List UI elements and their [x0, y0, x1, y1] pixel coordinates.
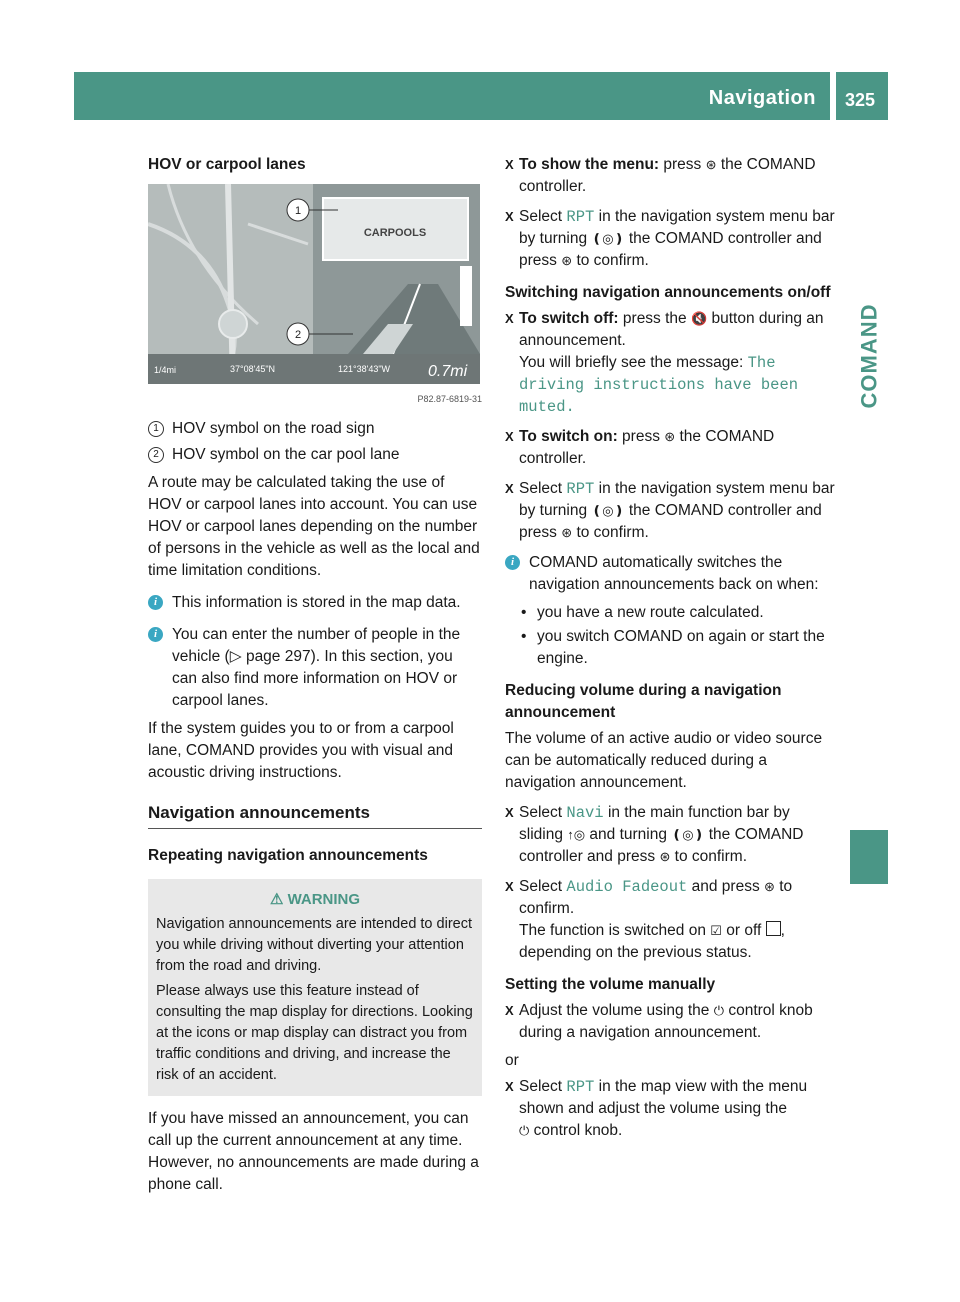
info-icon: i: [148, 627, 163, 642]
subsection-reducing-title: Reducing volume during a navigation announcement: [505, 682, 782, 721]
step-arrow-icon: X: [505, 157, 514, 172]
fig-scale: 1/4mi: [154, 365, 177, 375]
subsection-repeating-title: Repeating navigation announcements: [148, 847, 428, 864]
step-text: Select: [519, 804, 563, 821]
step-arrow-icon: X: [505, 481, 514, 496]
step-text: and turning: [589, 826, 667, 843]
muted-message: The driving instructions have been muted.: [519, 354, 799, 416]
fig-callout-2: 2: [294, 329, 302, 341]
slide-controller-icon: ↑◎: [567, 827, 586, 842]
step-text: button during an announcement.: [519, 310, 824, 349]
rpt-menu-item: RPT: [566, 480, 595, 498]
step-text: the COMAND controller.: [519, 428, 775, 467]
step-select-navi: [505, 802, 835, 868]
info-note: [148, 592, 482, 614]
right-column: [505, 154, 835, 1142]
step-text: Select: [519, 1078, 563, 1095]
step-arrow-icon: X: [505, 879, 514, 894]
info-note: [148, 624, 482, 712]
step-select-audio-fadeout: [505, 876, 835, 964]
warning-text-2: Please always use this feature instead of consulting the map display for directions. Looking at the icons or map display can distract you from traffic conditions and driving, and increase the risk of an accident.: [156, 983, 473, 1083]
info-icon: i: [505, 555, 520, 570]
fig-coord2: 121°38'43"W: [338, 364, 391, 374]
navi-menu-item: Navi: [566, 804, 604, 822]
or-text: or: [505, 1052, 519, 1069]
hov-figure-svg: [148, 184, 480, 384]
press-controller-icon: ⊛: [561, 525, 573, 540]
volume-knob-icon: ⏻: [519, 1123, 530, 1138]
step-select-rpt: [505, 206, 835, 272]
step-text: the COMAND controller.: [519, 156, 816, 195]
bullet-icon: •: [521, 628, 527, 645]
step-text: control knob.: [533, 1122, 623, 1139]
bullet-text: you switch COMAND on again or start the engine.: [537, 628, 825, 667]
side-tab: [850, 128, 888, 583]
turn-controller-icon: ❪◎❫: [591, 231, 625, 246]
legend-text: HOV symbol on the car pool lane: [172, 446, 400, 463]
step-switch-on: [505, 426, 835, 470]
press-controller-icon: ⊛: [764, 879, 775, 894]
warning-text-1: Navigation announcements are intended to direct you while driving without diverting your attention from the road and driving.: [156, 916, 472, 974]
step-label: To switch off:: [519, 310, 619, 327]
bullet-icon: •: [521, 604, 527, 621]
legend-number: 2: [148, 447, 164, 463]
warning-box: [148, 879, 482, 1096]
step-text: , depending on the previous status.: [519, 922, 785, 961]
step-switch-off: [505, 308, 835, 418]
subsection-manual-title: Setting the volume manually: [505, 976, 716, 993]
step-show-menu: [505, 154, 835, 198]
step-text: Select: [519, 878, 563, 895]
info-note: [505, 552, 835, 596]
step-text: press: [663, 156, 702, 173]
bullet-item: [505, 626, 835, 670]
step-text: to confirm.: [576, 524, 649, 541]
page-title: Navigation: [708, 87, 816, 109]
step-text: Select: [519, 480, 563, 497]
legend-list: [148, 418, 482, 466]
fig-distance: 0.7mi: [428, 363, 468, 380]
legend-item: [148, 444, 482, 466]
legend-text: HOV symbol on the road sign: [172, 420, 375, 437]
step-text: You will briefly see the message:: [519, 354, 744, 371]
section-hov-title: HOV or carpool lanes: [148, 156, 306, 173]
info-icon: i: [148, 595, 163, 610]
info-text: You can enter the number of people in the vehicle (▷ page 297). In this section, you can also find more information on HOV or carpool lanes.: [172, 626, 461, 709]
fig-callout-1: 1: [294, 205, 302, 217]
side-block: [850, 830, 888, 884]
info-text: This information is stored in the map data.: [172, 594, 461, 611]
step-text: to confirm.: [576, 252, 649, 269]
step-text: control knob during a navigation announcement.: [519, 1002, 813, 1041]
subsection-switching-title: Switching navigation announcements on/off: [505, 284, 831, 301]
step-arrow-icon: X: [505, 1079, 514, 1094]
step-text: to confirm.: [519, 878, 793, 917]
step-text: to confirm.: [674, 848, 748, 865]
audio-fadeout-item: Audio Fadeout: [566, 878, 688, 896]
step-adjust-volume: [505, 1000, 835, 1044]
step-text: the COMAND controller and press: [519, 502, 822, 541]
step-text: Select: [519, 208, 563, 225]
section-announcements-title: Navigation announcements: [148, 802, 482, 829]
step-select-rpt-2: [505, 478, 835, 544]
step-text: and press: [691, 878, 760, 895]
step-text: Adjust the volume using the: [519, 1002, 710, 1019]
step-arrow-icon: X: [505, 1003, 514, 1018]
step-text: in the navigation system menu bar by turning: [519, 480, 835, 519]
rpt-menu-item: RPT: [566, 1078, 595, 1096]
rpt-menu-item: RPT: [566, 208, 595, 226]
turn-controller-icon: ❪◎❫: [591, 503, 625, 518]
step-text: the COMAND controller and press: [519, 230, 822, 269]
step-label: To show the menu:: [519, 156, 660, 173]
side-tab-label: COMAND: [856, 303, 881, 408]
page-number: 325: [845, 90, 876, 110]
paragraph-missed: If you have missed an announcement, you can call up the current announcement at any time. However, no announcements are made during a phone call.: [148, 1110, 479, 1193]
sign-text: CARPOOLS: [363, 227, 427, 239]
paragraph-guides: If the system guides you to or from a carpool lane, COMAND provides you with visual and acoustic driving instructions.: [148, 720, 454, 781]
press-controller-icon: ⊛: [659, 849, 671, 864]
checkbox-checked-icon: ☑: [710, 923, 722, 938]
left-column: [148, 154, 482, 1196]
turn-controller-icon: ❪◎❫: [671, 827, 705, 842]
figure-id: P82.87-6819-31: [417, 394, 482, 404]
step-text: in the main function bar by sliding: [519, 804, 790, 843]
step-text: in the navigation system menu bar by turning: [519, 208, 835, 247]
warning-title: [156, 889, 474, 910]
mute-button-icon: 🔇: [690, 311, 708, 326]
step-text: press the: [622, 310, 687, 327]
paragraph-route: A route may be calculated taking the use of HOV or carpool lanes into account. You can use HOV or carpool lanes depending on the number of persons in the vehicle as well as the local and time limitation conditions.: [148, 474, 480, 579]
step-select-rpt-3: [505, 1076, 835, 1142]
press-controller-icon: ⊛: [664, 429, 676, 444]
legend-number: 1: [148, 421, 164, 437]
step-label: To switch on:: [519, 428, 618, 445]
info-text: COMAND automatically switches the navigation announcements back on when:: [529, 554, 819, 593]
hov-figure: [148, 184, 480, 384]
paragraph-volume: The volume of an active audio or video source can be automatically reduced during a navigation announcement.: [505, 730, 823, 791]
bullet-text: you have a new route calculated.: [537, 604, 764, 621]
step-arrow-icon: X: [505, 311, 514, 326]
volume-knob-icon: ⏻: [713, 1003, 725, 1018]
step-text: in the map view with the menu shown and adjust the volume using the: [519, 1078, 808, 1117]
legend-item: [148, 418, 482, 440]
press-controller-icon: ⊛: [561, 253, 573, 268]
fig-coord1: 37°08'45"N: [230, 364, 276, 374]
step-arrow-icon: X: [505, 429, 514, 444]
step-arrow-icon: X: [505, 209, 514, 224]
checkbox-empty-icon: [766, 921, 781, 936]
press-controller-icon: ⊛: [705, 157, 717, 172]
warning-title-text: WARNING: [287, 891, 361, 908]
warning-icon: ⚠: [269, 891, 288, 908]
step-text: press: [622, 428, 660, 445]
step-text: or off: [726, 922, 762, 939]
step-arrow-icon: X: [505, 805, 514, 820]
step-text: the COMAND controller and press: [519, 826, 804, 865]
step-text: The function is switched on: [519, 922, 706, 939]
bullet-item: [505, 602, 835, 624]
